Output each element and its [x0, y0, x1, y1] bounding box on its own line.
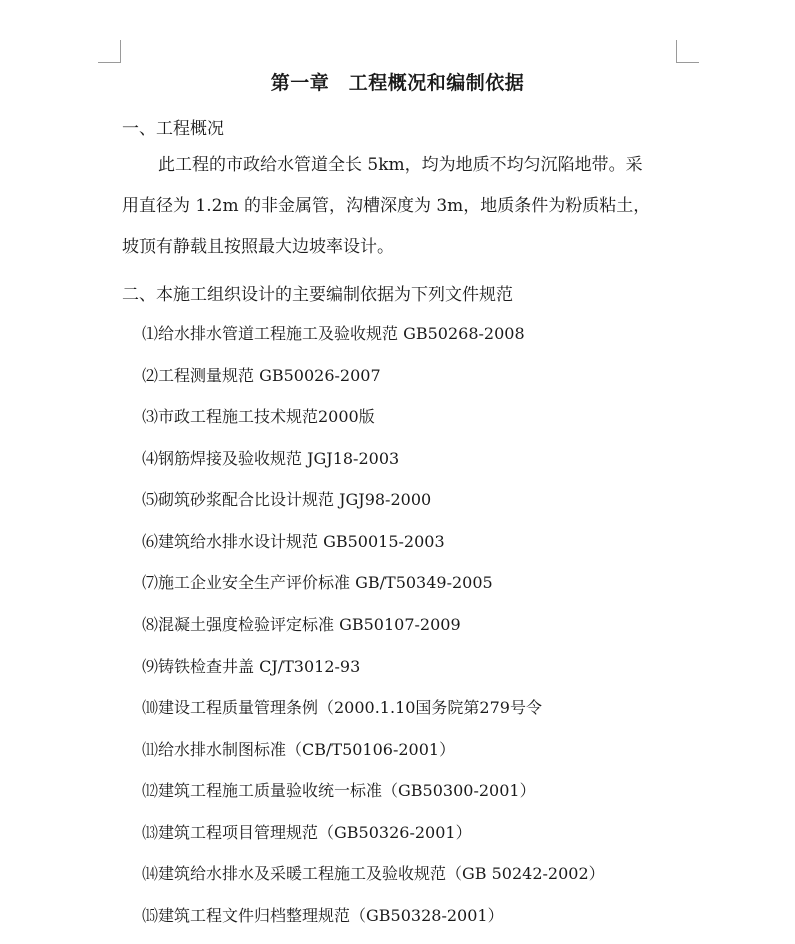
section-heading-basis: 二、本施工组织设计的主要编制依据为下列文件规范: [122, 285, 513, 305]
standard-item: ⑷钢筋焊接及验收规范 JGJ18-2003: [142, 449, 400, 468]
standard-item: ⑴给水排水管道工程施工及验收规范 GB50268-2008: [142, 324, 525, 343]
paragraph-line: 用直径为 1.2m 的非金属管，沟槽深度为 3m，地质条件为粉质粘土，: [122, 196, 651, 216]
standard-item: ⒁建筑给水排水及采暖工程施工及验收规范（GB 50242-2002）: [142, 864, 605, 883]
standard-item: ⑺施工企业安全生产评价标准 GB/T50349-2005: [142, 573, 493, 592]
section-heading-overview: 一、工程概况: [122, 119, 224, 139]
standard-item: ⒂建筑工程文件归档整理规范（GB50328-2001）: [142, 906, 504, 925]
standard-item: ⑻混凝土强度检验评定标准 GB50107-2009: [142, 615, 461, 634]
paragraph-line: 坡顶有静载且按照最大边坡率设计。: [122, 237, 394, 257]
chapter-title: 第一章 工程概况和编制依据: [270, 72, 525, 94]
standard-item: ⑵工程测量规范 GB50026-2007: [142, 366, 381, 385]
paragraph-line: 此工程的市政给水管道全长 5km，均为地质不均匀沉陷地带。采: [158, 155, 643, 175]
crop-mark-top-right: [676, 40, 699, 63]
standard-item: ⑸砌筑砂浆配合比设计规范 JGJ98-2000: [142, 490, 432, 509]
standard-item: ⑽建设工程质量管理条例（2000.1.10国务院第279号令: [142, 698, 542, 717]
standard-item: ⑶市政工程施工技术规范2000版: [142, 407, 375, 426]
overview-paragraph: [122, 145, 682, 268]
standard-item: ⑾给水排水制图标准（CB/T50106-2001）: [142, 740, 456, 759]
standard-item: ⑼铸铁检查井盖 CJ/T3012-93: [142, 657, 361, 676]
standard-item: ⒀建筑工程项目管理规范（GB50326-2001）: [142, 823, 472, 842]
standard-item: ⑿建筑工程施工质量验收统一标准（GB50300-2001）: [142, 781, 536, 800]
standard-item: ⑹建筑给水排水设计规范 GB50015-2003: [142, 532, 445, 551]
crop-mark-top-left: [98, 40, 121, 63]
